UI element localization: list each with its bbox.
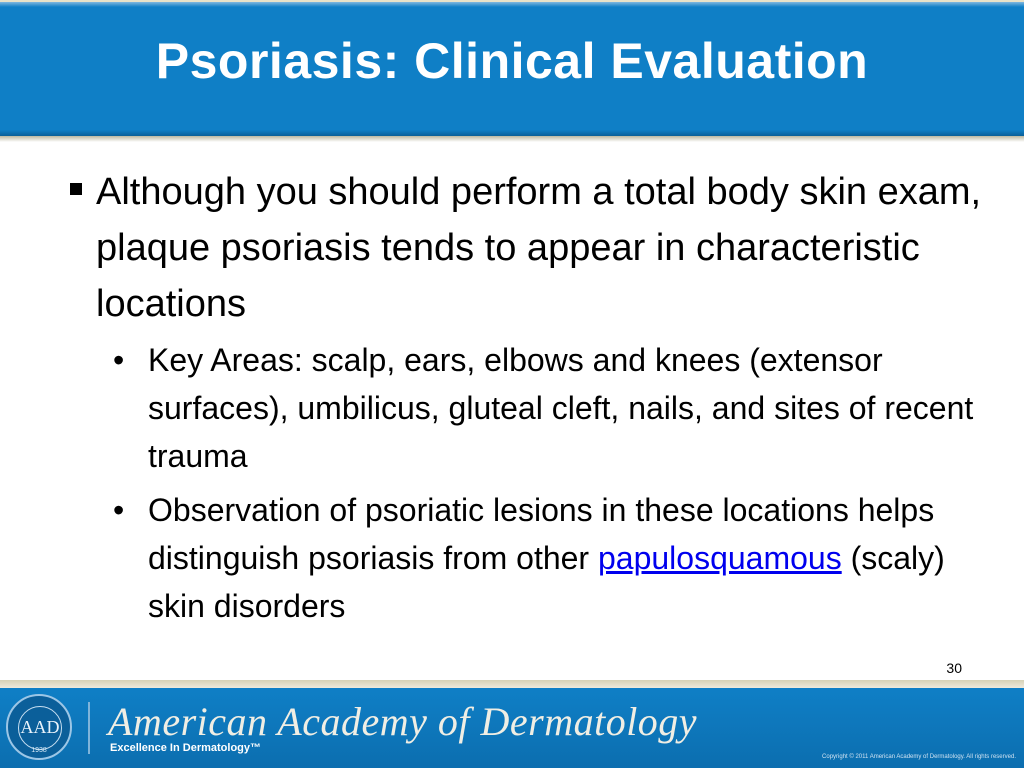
copyright-notice: Copyright © 2011 American Academy of Dermatology. All rights reserved. <box>822 754 1016 760</box>
sub-bullet-text: Key Areas: scalp, ears, elbows and knees (extensor surfaces), umbilicus, gluteal cleft, nails, and sites of recent trauma <box>148 342 974 474</box>
slide-number: 30 <box>946 660 962 676</box>
sub-bullet-suffix: (scaly) skin disorders <box>148 540 945 624</box>
sub-bullet-text <box>148 486 988 630</box>
seal-year: 1938 <box>31 747 47 754</box>
footer-rule <box>0 680 1024 688</box>
slide-title: Psoriasis: Clinical Evaluation <box>155 33 869 89</box>
square-bullet-icon <box>70 183 82 195</box>
main-bullet-text: Although you should perform a total body skin exam, plaque psoriasis tends to appear in characteristic locations <box>96 171 982 325</box>
aad-seal-logo <box>6 694 72 760</box>
footer-divider <box>88 702 90 754</box>
sub-bullet-prefix: Observation of psoriatic lesions in these locations helps distinguish psoriasis from other <box>148 492 935 576</box>
organization-tagline: Excellence In Dermatology™ <box>110 742 261 754</box>
papulosquamous-link[interactable]: papulosquamous <box>597 540 842 576</box>
organization-name: American Academy of Dermatology <box>108 699 698 744</box>
seal-monogram: AAD <box>18 706 62 750</box>
dot-bullet-icon: • <box>113 492 125 528</box>
dot-bullet-icon: • <box>113 342 125 378</box>
